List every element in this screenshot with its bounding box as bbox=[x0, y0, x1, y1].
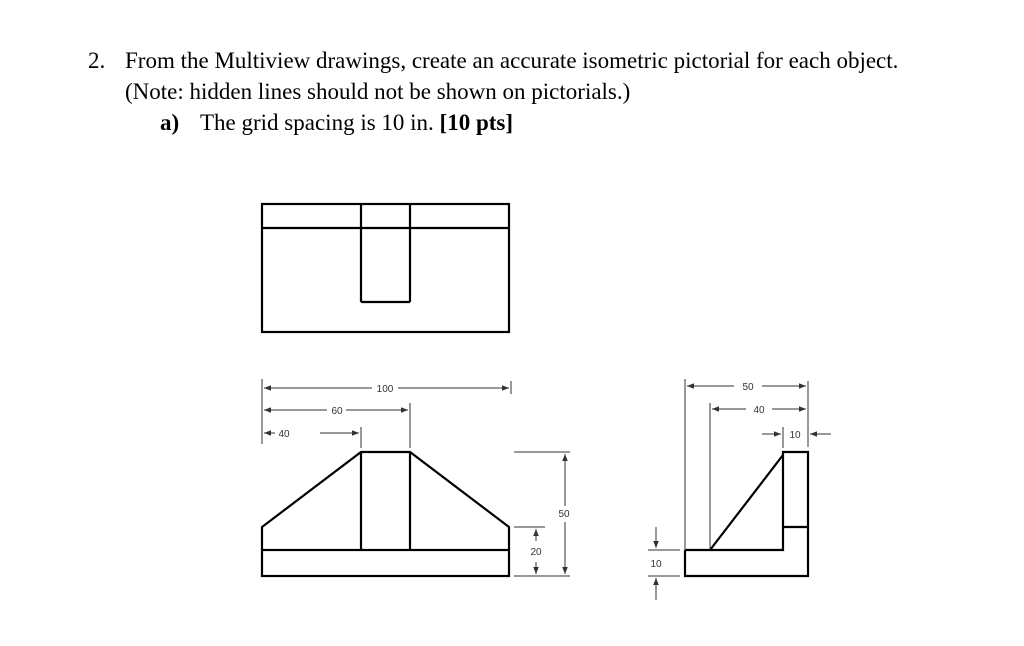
dim-side-50-label: 50 bbox=[742, 382, 754, 393]
front-view bbox=[262, 452, 509, 576]
front-dimensions bbox=[262, 379, 570, 576]
top-view-outline bbox=[262, 204, 509, 332]
part-label: a) bbox=[160, 110, 180, 135]
dim-20-label: 20 bbox=[530, 547, 542, 558]
front-view-base bbox=[262, 550, 509, 576]
side-dimensions bbox=[648, 379, 831, 600]
dim-side-10-label: 10 bbox=[789, 430, 801, 441]
dim-50-label: 50 bbox=[558, 509, 570, 520]
side-view-slope bbox=[710, 455, 783, 550]
front-view-profile bbox=[262, 452, 509, 550]
dim-60-label: 60 bbox=[331, 406, 343, 417]
side-view-outline bbox=[685, 452, 808, 576]
dim-100-label: 100 bbox=[376, 384, 394, 395]
question-note: (Note: hidden lines should not be shown on pictorials.) bbox=[125, 79, 631, 104]
points-label: [10 pts] bbox=[439, 110, 514, 135]
dim-side-base-label: 10 bbox=[650, 559, 662, 570]
top-view bbox=[262, 204, 509, 332]
right-side-view bbox=[685, 452, 808, 576]
question-text: From the Multiview drawings, create an accurate isometric pictorial for each object. bbox=[125, 48, 899, 73]
dim-side-40-label: 40 bbox=[753, 405, 765, 416]
part-text: The grid spacing is 10 in. bbox=[200, 110, 434, 135]
dim-40-label: 40 bbox=[278, 429, 290, 440]
question-number: 2. bbox=[88, 48, 106, 73]
